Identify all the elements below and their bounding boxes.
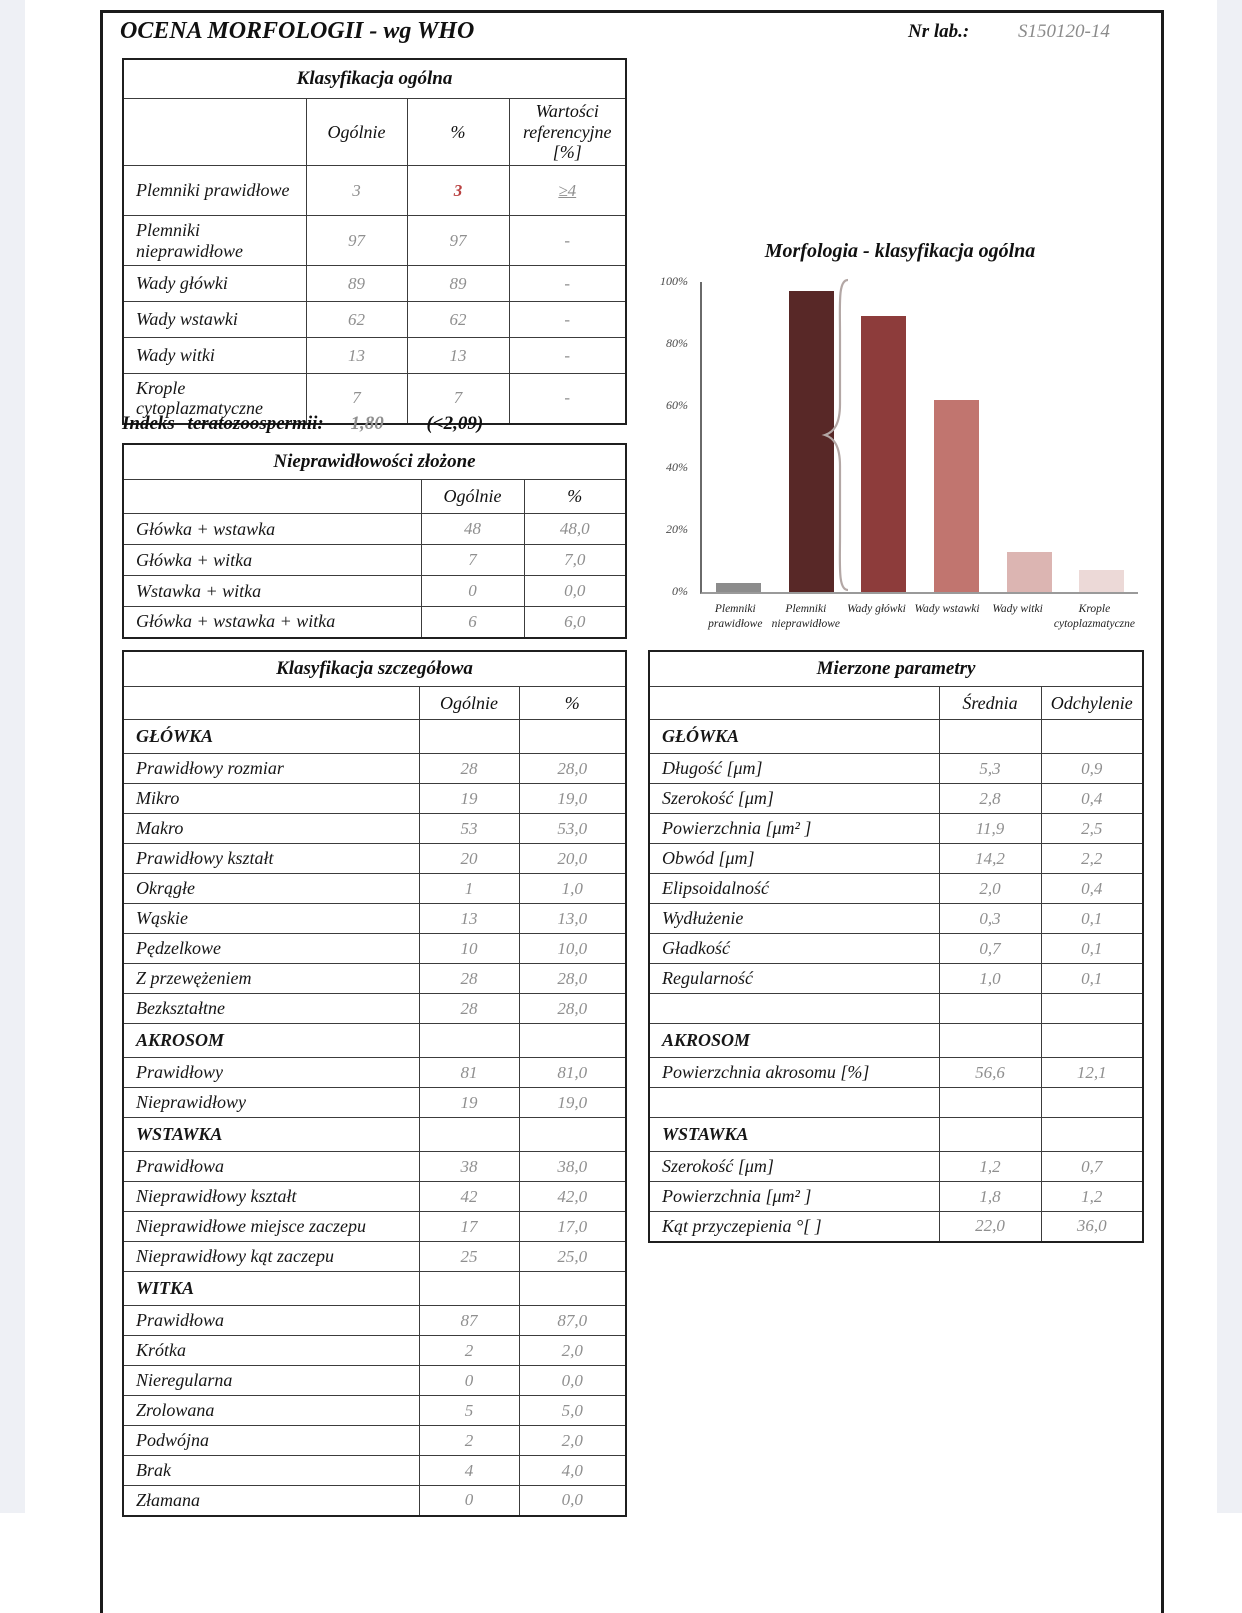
table-title: Nieprawidłowości złożone [123,444,626,480]
row-value: 19,0 [519,784,626,814]
row-label: Bezkształtne [123,994,419,1024]
row-value: 53,0 [519,814,626,844]
section-row [649,1118,1143,1152]
row-value: 1,0 [939,964,1041,994]
row-value: 17 [419,1212,519,1242]
row-value: 19 [419,1088,519,1118]
chart-bar-slot [1065,282,1138,592]
row-value [519,1272,626,1306]
row-label: Wady główki [123,266,306,302]
row-label: Okrągłe [123,874,419,904]
row-value: 0,1 [1041,934,1143,964]
general-classification-table [122,58,627,425]
row-value: - [509,374,626,424]
row-value: 0,4 [1041,874,1143,904]
grouping-brace [818,274,852,596]
row-value: 87 [419,1306,519,1336]
row-value: 20,0 [519,844,626,874]
empty-header-cell [123,480,421,514]
row-label: Plemniki prawidłowe [123,166,306,216]
table-row [649,934,1143,964]
row-label: Powierzchnia akrosomu [%] [649,1058,939,1088]
row-label: Mikro [123,784,419,814]
row-value: 5 [419,1396,519,1426]
row-value: 89 [407,266,509,302]
row-value: 7 [306,374,407,424]
chart-y-axis-ticks [648,274,694,598]
row-value: 28,0 [519,994,626,1024]
row-value [1041,994,1143,1024]
row-value [939,720,1041,754]
row-value [419,1024,519,1058]
row-label: Nieprawidłowe miejsce zaczepu [123,1212,419,1242]
row-label: AKROSOM [123,1024,419,1058]
table-row [649,904,1143,934]
row-label: Elipsoidalność [649,874,939,904]
row-value [939,1118,1041,1152]
row-label: AKROSOM [649,1024,939,1058]
row-label: Gładkość [649,934,939,964]
chart-bar [1007,552,1052,592]
table-row [123,338,626,374]
row-label: Główka + wstawka + witka [123,607,421,638]
row-value: 0,4 [1041,784,1143,814]
row-value [519,720,626,754]
row-value: 81 [419,1058,519,1088]
row-value [939,1088,1041,1118]
chart-bar-slot [920,282,993,592]
table-row [123,1456,626,1486]
row-value: 5,3 [939,754,1041,784]
chart-bar-slot [847,282,920,592]
row-value: 42 [419,1182,519,1212]
section-row [649,720,1143,754]
chart-title: Morfologia - klasyfikacja ogólna [764,240,1036,262]
row-value: 0 [421,576,524,607]
row-value: 20 [419,844,519,874]
row-value: 4,0 [519,1456,626,1486]
row-value: 22,0 [939,1212,1041,1242]
table-row [123,754,626,784]
row-label [649,994,939,1024]
chart-y-tick: 100% [660,274,688,288]
row-value [1041,720,1143,754]
table-title: Mierzone parametry [649,651,1143,687]
row-value: 2 [419,1336,519,1366]
row-label: GŁÓWKA [649,720,939,754]
table-row [649,754,1143,784]
table-row [123,266,626,302]
row-value [1041,1088,1143,1118]
row-label [649,1088,939,1118]
row-label: Zrolowana [123,1396,419,1426]
row-label: Podwójna [123,1426,419,1456]
page-title: OCENA MORFOLOGII - wg WHO [120,18,475,44]
section-row [123,1272,626,1306]
row-value: 0,0 [524,576,626,607]
lab-number-value: S150120-14 [1018,21,1110,42]
table-row [123,964,626,994]
row-value: 0,7 [939,934,1041,964]
table-row [123,166,626,216]
row-value: 0,0 [519,1486,626,1516]
section-row [123,1024,626,1058]
col-header-pct: % [519,687,626,720]
chart-x-axis-labels [700,602,1136,632]
row-value: 19 [419,784,519,814]
row-value: 13 [306,338,407,374]
row-value: - [509,266,626,302]
row-value: 7,0 [524,545,626,576]
chart-x-label: Plemniki prawidłowe [708,603,763,630]
chart-y-tick: 40% [666,460,688,474]
row-value: 19,0 [519,1088,626,1118]
index-reference: (<2,09) [426,413,484,434]
col-header-mean: Średnia [939,687,1041,720]
chart-x-label: Wady główki [847,603,906,615]
row-value: 28 [419,754,519,784]
chart-x-label: Plemniki nieprawidłowe [771,603,841,630]
row-label: Długość [μm] [649,754,939,784]
row-label: Nieprawidłowy kształt [123,1182,419,1212]
table-row [123,1426,626,1456]
row-value: 28 [419,994,519,1024]
row-label: Krople cytoplazmatyczne [123,374,306,424]
row-label: Prawidłowy kształt [123,844,419,874]
row-value: 12,1 [1041,1058,1143,1088]
row-value: 13 [419,904,519,934]
row-value: 2,8 [939,784,1041,814]
table-row [123,904,626,934]
chart-x-label: Wady witki [992,603,1043,615]
detailed-classification-table [122,650,627,1517]
row-label: Kąt przyczepienia °[ ] [649,1212,939,1242]
row-value: 0,1 [1041,904,1143,934]
table-row [123,576,626,607]
row-label: Główka + witka [123,545,421,576]
row-label: Makro [123,814,419,844]
table-row [123,1366,626,1396]
row-value: 7 [421,545,524,576]
row-value: 97 [306,216,407,266]
chart-bar [716,583,761,592]
complex-abnormalities-table [122,443,627,639]
chart-y-tick: 80% [666,336,688,350]
row-value: 7 [407,374,509,424]
empty-header-cell [649,687,939,720]
col-header-ogolnie: Ogólnie [419,687,519,720]
teratozoospermia-index [122,413,483,435]
col-header-ogolnie: Ogólnie [421,480,524,514]
row-value: 0,9 [1041,754,1143,784]
index-label: Indeks teratozoospermii: [122,413,324,434]
row-value: 2,2 [1041,844,1143,874]
row-value: 4 [419,1456,519,1486]
section-row [649,1024,1143,1058]
row-value: 10 [419,934,519,964]
table-row [123,1212,626,1242]
table-row [123,1396,626,1426]
row-label: Wąskie [123,904,419,934]
row-value: 14,2 [939,844,1041,874]
chart-bar-slot [993,282,1066,592]
row-value [519,1024,626,1058]
table-row [123,814,626,844]
row-label: Powierzchnia [μm² ] [649,814,939,844]
row-label: Prawidłowy rozmiar [123,754,419,784]
row-value: 2,5 [1041,814,1143,844]
row-value: 6,0 [524,607,626,638]
table-row [123,545,626,576]
chart-bar [1079,570,1124,592]
row-label: Plemniki nieprawidłowe [123,216,306,266]
row-value: 0,1 [1041,964,1143,994]
measured-parameters-table [648,650,1144,1243]
page-margin-right [1217,0,1242,1513]
table-row [123,302,626,338]
row-label: Szerokość [μm] [649,1152,939,1182]
row-value: 97 [407,216,509,266]
row-value: 13,0 [519,904,626,934]
chart-bar [934,400,979,592]
table-row [123,1182,626,1212]
row-value: 38,0 [519,1152,626,1182]
row-value: 56,6 [939,1058,1041,1088]
row-value [419,1118,519,1152]
table-row [123,1242,626,1272]
table-row [649,1058,1143,1088]
row-value: 38 [419,1152,519,1182]
row-label: Prawidłowa [123,1152,419,1182]
row-value: 10,0 [519,934,626,964]
table-row [123,216,626,266]
row-value: 2,0 [519,1336,626,1366]
row-value: 81,0 [519,1058,626,1088]
row-value: 0 [419,1486,519,1516]
table-row [649,784,1143,814]
row-label: GŁÓWKA [123,720,419,754]
chart-bar [861,316,906,592]
row-value: 3 [306,166,407,216]
row-label: Pędzelkowe [123,934,419,964]
row-value: 89 [306,266,407,302]
row-value: 42,0 [519,1182,626,1212]
table-row [123,1088,626,1118]
row-value: 3 [407,166,509,216]
row-value: 0,0 [519,1366,626,1396]
table-row [123,1486,626,1516]
col-header-ogolnie: Ogólnie [306,99,407,166]
row-value: 13 [407,338,509,374]
row-value [939,994,1041,1024]
chart-x-label: Wady wstawki [914,603,980,615]
col-header-pct: % [524,480,626,514]
col-header-pct: % [407,99,509,166]
table-row [649,1088,1143,1118]
row-value [1041,1118,1143,1152]
chart-y-tick: 20% [666,522,688,536]
row-label: WSTAWKA [649,1118,939,1152]
row-value: 48,0 [524,514,626,545]
row-label: Wady wstawki [123,302,306,338]
row-label: Wstawka + witka [123,576,421,607]
table-row [649,874,1143,904]
row-value: 6 [421,607,524,638]
index-value: 1,80 [350,413,384,434]
row-value: 48 [421,514,524,545]
table-row [123,994,626,1024]
row-label: Nieprawidłowy kąt zaczepu [123,1242,419,1272]
row-label: Powierzchnia [μm² ] [649,1182,939,1212]
row-value: 62 [407,302,509,338]
row-label: Szerokość [μm] [649,784,939,814]
row-label: WITKA [123,1272,419,1306]
chart-x-label: Krople cytoplazmatyczne [1053,603,1136,630]
row-value: 1 [419,874,519,904]
table-row [123,514,626,545]
row-value: ≥4 [509,166,626,216]
row-value: - [509,216,626,266]
row-value: 0,7 [1041,1152,1143,1182]
row-value: 53 [419,814,519,844]
table-title: Klasyfikacja szczegółowa [123,651,626,687]
table-row [123,1152,626,1182]
row-label: Główka + wstawka [123,514,421,545]
table-row [649,994,1143,1024]
table-row [649,1152,1143,1182]
row-value: 1,2 [1041,1182,1143,1212]
row-value: 2,0 [939,874,1041,904]
row-value: 28,0 [519,964,626,994]
row-label: Nieregularna [123,1366,419,1396]
row-value: - [509,338,626,374]
lab-number-label: Nr lab.: [908,21,970,42]
row-value: 17,0 [519,1212,626,1242]
chart-plot-area [700,282,1138,594]
row-value: 25,0 [519,1242,626,1272]
col-header-deviation: Odchylenie [1041,687,1143,720]
row-label: Złamana [123,1486,419,1516]
section-row [123,720,626,754]
table-row [123,784,626,814]
section-row [123,1118,626,1152]
table-title: Klasyfikacja ogólna [123,59,626,99]
table-row [649,844,1143,874]
row-value: 0 [419,1366,519,1396]
table-row [123,607,626,638]
row-value: 28 [419,964,519,994]
page-margin-left [0,0,25,1513]
table-row [123,874,626,904]
table-row [649,1182,1143,1212]
row-value [419,1272,519,1306]
row-label: Z przewężeniem [123,964,419,994]
table-row [123,1306,626,1336]
col-header-ref: Wartości referencyjne [%] [509,99,626,166]
row-label: Prawidłowy [123,1058,419,1088]
row-label: Regularność [649,964,939,994]
chart-y-tick: 0% [672,584,688,598]
chart-bar-slot [702,282,775,592]
empty-header-cell [123,99,306,166]
table-row [123,934,626,964]
table-row [649,964,1143,994]
row-value: 62 [306,302,407,338]
row-value: 25 [419,1242,519,1272]
row-label: Wady witki [123,338,306,374]
row-label: Krótka [123,1336,419,1366]
table-row [123,844,626,874]
row-value: 28,0 [519,754,626,784]
row-value: 11,9 [939,814,1041,844]
row-label: Obwód [μm] [649,844,939,874]
table-row [123,1058,626,1088]
row-label: Nieprawidłowy [123,1088,419,1118]
row-value [419,720,519,754]
table-row [123,1336,626,1366]
row-value: 87,0 [519,1306,626,1336]
row-value: 36,0 [1041,1212,1143,1242]
row-label: Brak [123,1456,419,1486]
row-value [1041,1024,1143,1058]
row-value [939,1024,1041,1058]
row-value: - [509,302,626,338]
table-row [649,814,1143,844]
chart-y-tick: 60% [666,398,688,412]
row-value: 2,0 [519,1426,626,1456]
row-value [519,1118,626,1152]
table-row [649,1212,1143,1242]
row-value: 1,2 [939,1152,1041,1182]
row-label: Prawidłowa [123,1306,419,1336]
row-value: 0,3 [939,904,1041,934]
row-value: 1,0 [519,874,626,904]
row-value: 5,0 [519,1396,626,1426]
row-value: 1,8 [939,1182,1041,1212]
row-value: 2 [419,1426,519,1456]
empty-header-cell [123,687,419,720]
row-label: Wydłużenie [649,904,939,934]
row-label: WSTAWKA [123,1118,419,1152]
